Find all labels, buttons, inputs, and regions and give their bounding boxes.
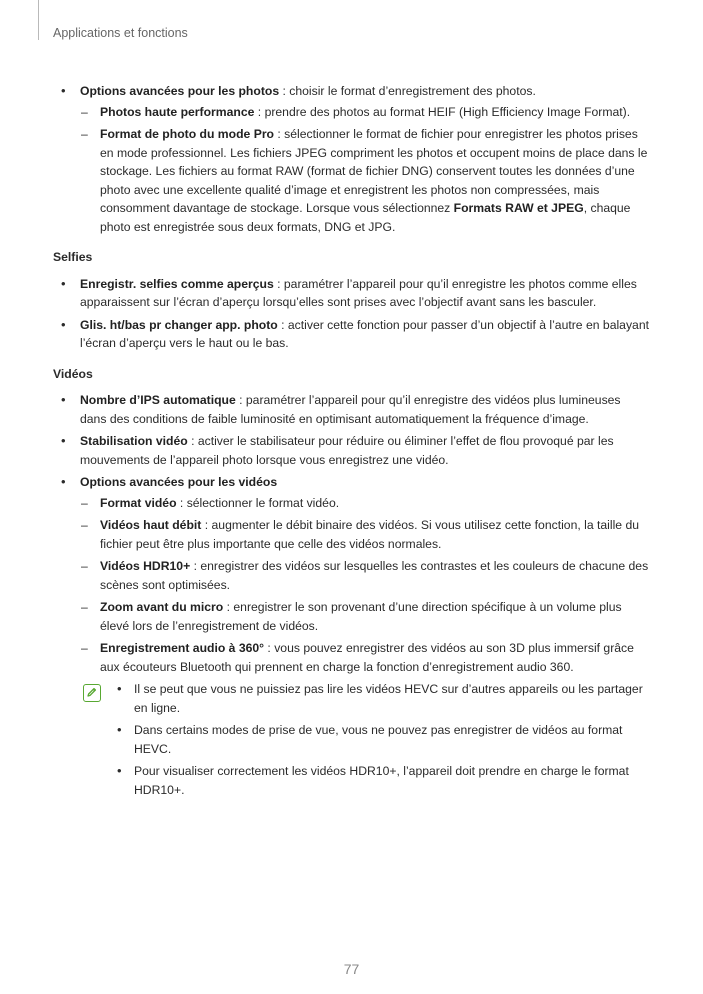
note-item: • Pour visualiser correctement les vidéos HDR10+, l’appareil doit prendre en charge le format HDR10+. [115,762,649,799]
photo-advanced-options [53,82,649,236]
option-desc: : enregistrer le son provenant d’une direction spécifique à un volume plus élevé lors de l’enregistrement de vidéos. [100,600,622,633]
sub-item [53,598,649,635]
option-label: Nombre d’IPS automatique [80,393,236,407]
videos-list [53,391,649,676]
selfies-list [53,275,649,353]
video-item [53,391,649,428]
option-label: Options avancées pour les vidéos [80,475,278,489]
option-label: Format de photo du mode Pro [100,127,275,141]
option-label: Options avancées pour les photos [80,84,280,98]
option-desc: : activer le stabilisateur pour réduire ou éliminer l’effet de flou provoqué par les mouvements de l’appareil photo lorsque vous enregistrez une vidéo. [80,434,614,467]
option-label: Photos haute performance [100,104,255,119]
option-label: Format vidéo [100,495,177,510]
selfie-item [53,316,649,353]
sub-item [53,557,649,594]
note-item: • Il se peut que vous ne puissiez pas lire les vidéos HEVC sur d’autres appareils ou les partager en ligne. [115,680,649,717]
option-label: Vidéos haut débit [100,518,202,532]
note-item: • Dans certains modes de prise de vue, vous ne pouvez pas enregistrer de vidéos au format HEVC. [115,721,649,758]
photo-options-list [53,82,649,236]
selfie-item [53,275,649,312]
video-advanced-options [53,473,649,676]
video-item [53,432,649,469]
sub-item [53,494,649,513]
sub-item-photos-haute-performance [53,103,649,122]
section-header: Applications et fonctions [53,26,188,40]
option-label-inline: Formats RAW et JPEG [453,201,584,215]
page-content [53,82,649,803]
sub-item-format-photo-pro [53,125,649,236]
option-label: Enregistr. selfies comme aperçus [80,276,274,291]
option-label: Zoom avant du micro [100,600,224,614]
option-label: Glis. ht/bas pr changer app. photo [80,317,278,332]
page-number: 77 [343,961,360,977]
option-desc: : choisir le format d’enregistrement des photos. [279,84,536,98]
option-desc-tail: , chaque photo est enregistrée sous deux formats, DNG et JPG. [100,201,631,234]
option-desc: : paramétrer l’appareil pour qu’il enregistre des vidéos plus lumineuses dans des conditions de faible luminosité en optimisant automatiquement la fréquence d’image. [80,393,621,426]
option-label: Vidéos HDR10+ [100,559,191,573]
option-desc: : enregistrer des vidéos sur lesquelles les contrastes et les couleurs de chacune des scènes sont optimisées. [100,559,649,592]
option-desc: : paramétrer l’appareil pour qu’il enregistre les photos comme elles apparaissent sur l’écran d’aperçu lorsqu’elles sont prises avec l’objectif avant sans les basculer. [80,276,637,309]
note-block [53,680,649,799]
header-edge-line [38,0,39,40]
option-label: Stabilisation vidéo [80,434,188,448]
option-desc: : activer cette fonction pour passer d’un objectif à l’autre en balayant l’écran d’aperçu vers le haut ou le bas. [80,317,649,350]
option-desc: : sélectionner le format vidéo. [176,495,340,510]
option-label: Enregistrement audio à 360° [100,641,265,655]
option-desc: : sélectionner le format de fichier pour enregistrer les photos prises en mode professionnel. Les fichiers JPEG compriment les photos et occupent moins de place dans le stockage. Les fichiers au format RAW (format de fichier DNG) conservent toutes les données d’une photo avec une excellente qualité d’image et enregistrent les photos non compressées, mais consomment davantage de stockage. Lorsque vous sélectionnez [100,127,648,215]
option-desc: : augmenter le débit binaire des vidéos. Si vous utilisez cette fonction, la taille du fichier peut être plus importante que celle des vidéos normales. [100,518,640,551]
option-desc: : vous pouvez enregistrer des vidéos au son 3D plus immersif grâce aux écouteurs Bluetooth qui prennent en charge la fonction d’enregistrement audio 360. [100,641,634,674]
sub-item [53,639,649,676]
section-title-selfies: Selfies [53,250,93,264]
note-pencil-icon [83,684,101,702]
sub-item [53,516,649,553]
option-desc: : prendre des photos au format HEIF (High Efficiency Image Format). [254,104,631,119]
section-title-videos: Vidéos [53,366,93,381]
